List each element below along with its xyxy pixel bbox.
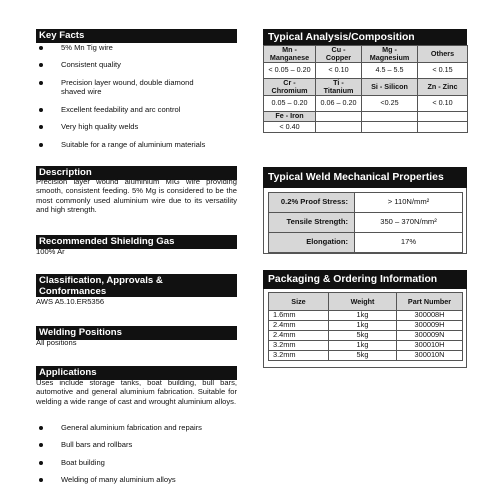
composition-value: 0.06 – 0.20 <box>316 95 362 111</box>
table-row <box>264 46 468 63</box>
composition-label: Cr - Chromium <box>264 78 316 95</box>
key-facts-list <box>36 43 237 149</box>
weight-cell: 5kg <box>329 351 397 361</box>
weight-cell: 5kg <box>329 331 397 341</box>
key-facts-header: Key Facts <box>36 29 237 43</box>
table-row <box>264 111 468 121</box>
composition-label: Si - Silicon <box>362 78 418 95</box>
description-text: Precision layer wound aluminium MIG wire providing smooth, consistent feeding. 5% Mg is considered to be the most commonly used aluminium wire due to its versatility and high strength. <box>36 177 237 215</box>
composition-table <box>263 45 468 133</box>
applications-list <box>36 423 237 485</box>
description-header: Description <box>36 166 237 180</box>
classification-text: AWS A5.10.ER5356 <box>36 297 105 306</box>
table-row <box>269 233 463 253</box>
table-row <box>269 321 463 331</box>
list-item: 5% Mn Tig wire <box>36 43 237 52</box>
list-item: Bull bars and rollbars <box>36 440 237 449</box>
list-item: General aluminium fabrication and repairs <box>36 423 237 432</box>
weight-cell: 1kg <box>329 311 397 321</box>
column-header: Size <box>269 293 329 311</box>
property-label: 0.2% Proof Stress: <box>269 193 355 213</box>
list-item: Welding of many aluminium alloys <box>36 475 237 484</box>
list-item: Consistent quality <box>36 60 237 69</box>
size-cell: 2.4mm <box>269 331 329 341</box>
weight-cell: 1kg <box>329 341 397 351</box>
composition-value: < 0.40 <box>264 121 316 132</box>
composition-value: < 0.05 – 0.20 <box>264 62 316 78</box>
table-row <box>269 213 463 233</box>
applications-text: Uses include storage tanks, boat building, bull bars, automotive and general aluminium fabrication. Suitable for welding a wide range of cast and wrought aluminium alloys. <box>36 378 237 406</box>
composition-label: Zn - Zinc <box>418 78 468 95</box>
table-row <box>264 62 468 78</box>
empty-cell <box>316 121 362 132</box>
table-row <box>264 95 468 111</box>
table-row <box>264 121 468 132</box>
empty-cell <box>362 111 418 121</box>
list-item: Excellent feedability and arc control <box>36 105 237 114</box>
list-item: Very high quality welds <box>36 122 237 131</box>
composition-value: < 0.15 <box>418 62 468 78</box>
part-number-cell: 300010H <box>397 341 463 351</box>
size-cell: 3.2mm <box>269 351 329 361</box>
composition-label: Others <box>418 46 468 63</box>
table-row <box>269 341 463 351</box>
size-cell: 1.6mm <box>269 311 329 321</box>
mechanical-table <box>268 192 463 253</box>
property-value: > 110N/mm² <box>355 193 463 213</box>
part-number-cell: 300009H <box>397 321 463 331</box>
part-number-cell: 300010N <box>397 351 463 361</box>
empty-cell <box>362 121 418 132</box>
property-label: Tensile Strength: <box>269 213 355 233</box>
table-row <box>269 193 463 213</box>
size-cell: 2.4mm <box>269 321 329 331</box>
empty-cell <box>418 111 468 121</box>
composition-label: Ti - Titanium <box>316 78 362 95</box>
size-cell: 3.2mm <box>269 341 329 351</box>
weight-cell: 1kg <box>329 321 397 331</box>
table-row <box>264 78 468 95</box>
composition-label: Fe - Iron <box>264 111 316 121</box>
composition-value: 0.05 – 0.20 <box>264 95 316 111</box>
table-row <box>269 331 463 341</box>
property-value: 350 – 370N/mm² <box>355 213 463 233</box>
part-number-cell: 300008H <box>397 311 463 321</box>
composition-value: 4.5 – 5.5 <box>362 62 418 78</box>
column-header: Part Number <box>397 293 463 311</box>
composition-value: < 0.10 <box>418 95 468 111</box>
welding-positions-header: Welding Positions <box>36 326 237 340</box>
composition-header: Typical Analysis/Composition <box>263 29 467 46</box>
empty-cell <box>316 111 362 121</box>
composition-label: Mg - Magnesium <box>362 46 418 63</box>
table-row <box>269 311 463 321</box>
empty-cell <box>418 121 468 132</box>
composition-label: Cu - Copper <box>316 46 362 63</box>
column-header: Weight <box>329 293 397 311</box>
composition-value: <0.25 <box>362 95 418 111</box>
table-row <box>269 351 463 361</box>
list-item: Precision layer wound, double diamond shaved wire <box>36 78 237 97</box>
classification-header: Classification, Approvals & Conformances <box>36 274 237 297</box>
applications-header: Applications <box>36 366 237 380</box>
list-item: Boat building <box>36 458 237 467</box>
shielding-gas-text: 100% Ar <box>36 247 65 256</box>
property-value: 17% <box>355 233 463 253</box>
packaging-table <box>268 292 463 361</box>
list-item: Suitable for a range of aluminium materials <box>36 140 237 149</box>
part-number-cell: 300009N <box>397 331 463 341</box>
packaging-header: Packaging & Ordering Information <box>263 270 467 289</box>
composition-label: Mn - Manganese <box>264 46 316 63</box>
welding-positions-text: All positions <box>36 338 77 347</box>
shielding-gas-header: Recommended Shielding Gas <box>36 235 237 249</box>
composition-value: < 0.10 <box>316 62 362 78</box>
property-label: Elongation: <box>269 233 355 253</box>
table-header-row <box>269 293 463 311</box>
mechanical-header: Typical Weld Mechanical Properties <box>263 167 467 188</box>
